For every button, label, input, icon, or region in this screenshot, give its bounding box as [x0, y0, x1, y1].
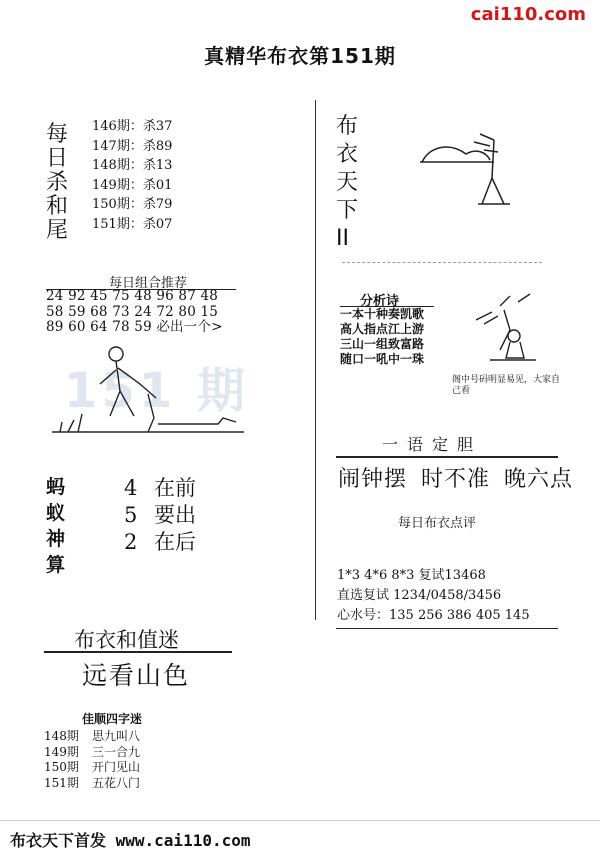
pick-row: 心水号：135 256 386 405 145 — [337, 608, 530, 623]
four-char-row — [44, 745, 140, 761]
divider — [336, 456, 558, 458]
divider — [342, 262, 542, 263]
ant-god-heading: 蚂蚁神算 — [46, 476, 66, 576]
daily-kill-heading: 每日杀和尾 — [46, 122, 69, 243]
poem-line: 一本十种奏凯歌 — [340, 307, 425, 321]
poem-title: 分析诗 — [360, 294, 400, 309]
picks-list — [337, 566, 530, 626]
ant-god-text: 在前 — [154, 476, 196, 500]
poem-lines — [340, 307, 424, 367]
riddle-text: 开门见山 — [92, 760, 141, 774]
riddle-text: 思九叫八 — [92, 729, 141, 743]
daily-review-title: 每日布衣点评 — [398, 516, 477, 531]
poem-line: 随口一吼中一珠 — [340, 352, 425, 366]
buyi-riddle-answer: 远看山色 — [82, 661, 191, 690]
divider — [0, 820, 600, 821]
divider — [44, 651, 232, 653]
combo-title: 每日组合推荐 — [108, 276, 187, 291]
period-label: 149期 — [44, 744, 79, 759]
buyi-tianxia-heading: 布衣天下II — [336, 114, 359, 251]
period-label: 150期 — [44, 760, 79, 774]
page-title: 真精华布衣第151期 — [204, 44, 396, 68]
woodcutter-illustration — [48, 336, 248, 446]
phrase: 时不准 — [421, 467, 491, 492]
one-word-phrase — [338, 462, 587, 493]
poem-line: 高人指点江上游 — [340, 322, 425, 336]
ant-god-num: 2 — [124, 530, 138, 554]
kill-row: 149期：杀01 — [92, 177, 173, 193]
phrase: 闹钟摆 — [338, 467, 408, 492]
four-char-row — [44, 729, 140, 745]
kill-row: 146期：杀37 — [92, 119, 173, 134]
kill-row: 151期：杀07 — [92, 216, 173, 232]
footer-text[interactable]: 布衣天下首发 www.cai110.com — [10, 831, 251, 850]
four-char-row — [44, 776, 140, 792]
period-label: 151期 — [44, 775, 79, 790]
four-char-list — [44, 729, 140, 791]
ant-god-num: 4 — [124, 476, 138, 500]
buyi-riddle-label: 布衣和值迷 — [74, 628, 179, 652]
riddle-text: 五花八门 — [92, 775, 141, 790]
landscape-illustration — [410, 118, 530, 218]
watermark: 151 期 — [64, 363, 249, 419]
ant-god-row — [124, 502, 196, 529]
divider — [336, 628, 558, 629]
column-divider — [315, 100, 316, 620]
one-word-heading: 一语定胆 — [382, 435, 483, 454]
sitting-figure-illustration — [470, 290, 550, 370]
combo-list — [46, 289, 223, 336]
kill-row: 150期：杀79 — [92, 197, 173, 212]
site-logo[interactable]: cai110.com — [470, 4, 586, 25]
ant-god-text: 在后 — [154, 530, 196, 554]
poem-line: 三山一组致富路 — [340, 337, 425, 351]
ant-god-list — [124, 475, 196, 556]
ant-god-row — [124, 529, 196, 556]
ant-god-row — [124, 475, 196, 502]
kill-row: 147期：杀89 — [92, 138, 173, 154]
combo-row: 89 60 64 78 59 必出一个> — [46, 319, 223, 335]
combo-row: 58 59 68 73 24 72 80 15 — [46, 303, 219, 320]
ant-god-text: 要出 — [154, 503, 196, 527]
poem-caption: 阁中号码明显易见，大家自己看 — [452, 375, 561, 396]
kill-row: 148期：杀13 — [92, 158, 173, 173]
ant-god-num: 5 — [124, 503, 138, 527]
daily-kill-list — [92, 117, 172, 234]
period-label: 148期 — [44, 729, 79, 743]
riddle-text: 三一合九 — [92, 744, 141, 759]
four-char-title: 佳顺四字迷 — [82, 712, 143, 726]
pick-row: 直选复试 1234/0458/3456 — [337, 588, 502, 603]
phrase: 晚六点 — [504, 467, 574, 492]
four-char-row — [44, 760, 140, 776]
combo-row: 24 92 45 75 48 96 87 48 — [46, 288, 219, 304]
pick-row: 1*3 4*6 8*3 复试13468 — [337, 568, 486, 583]
